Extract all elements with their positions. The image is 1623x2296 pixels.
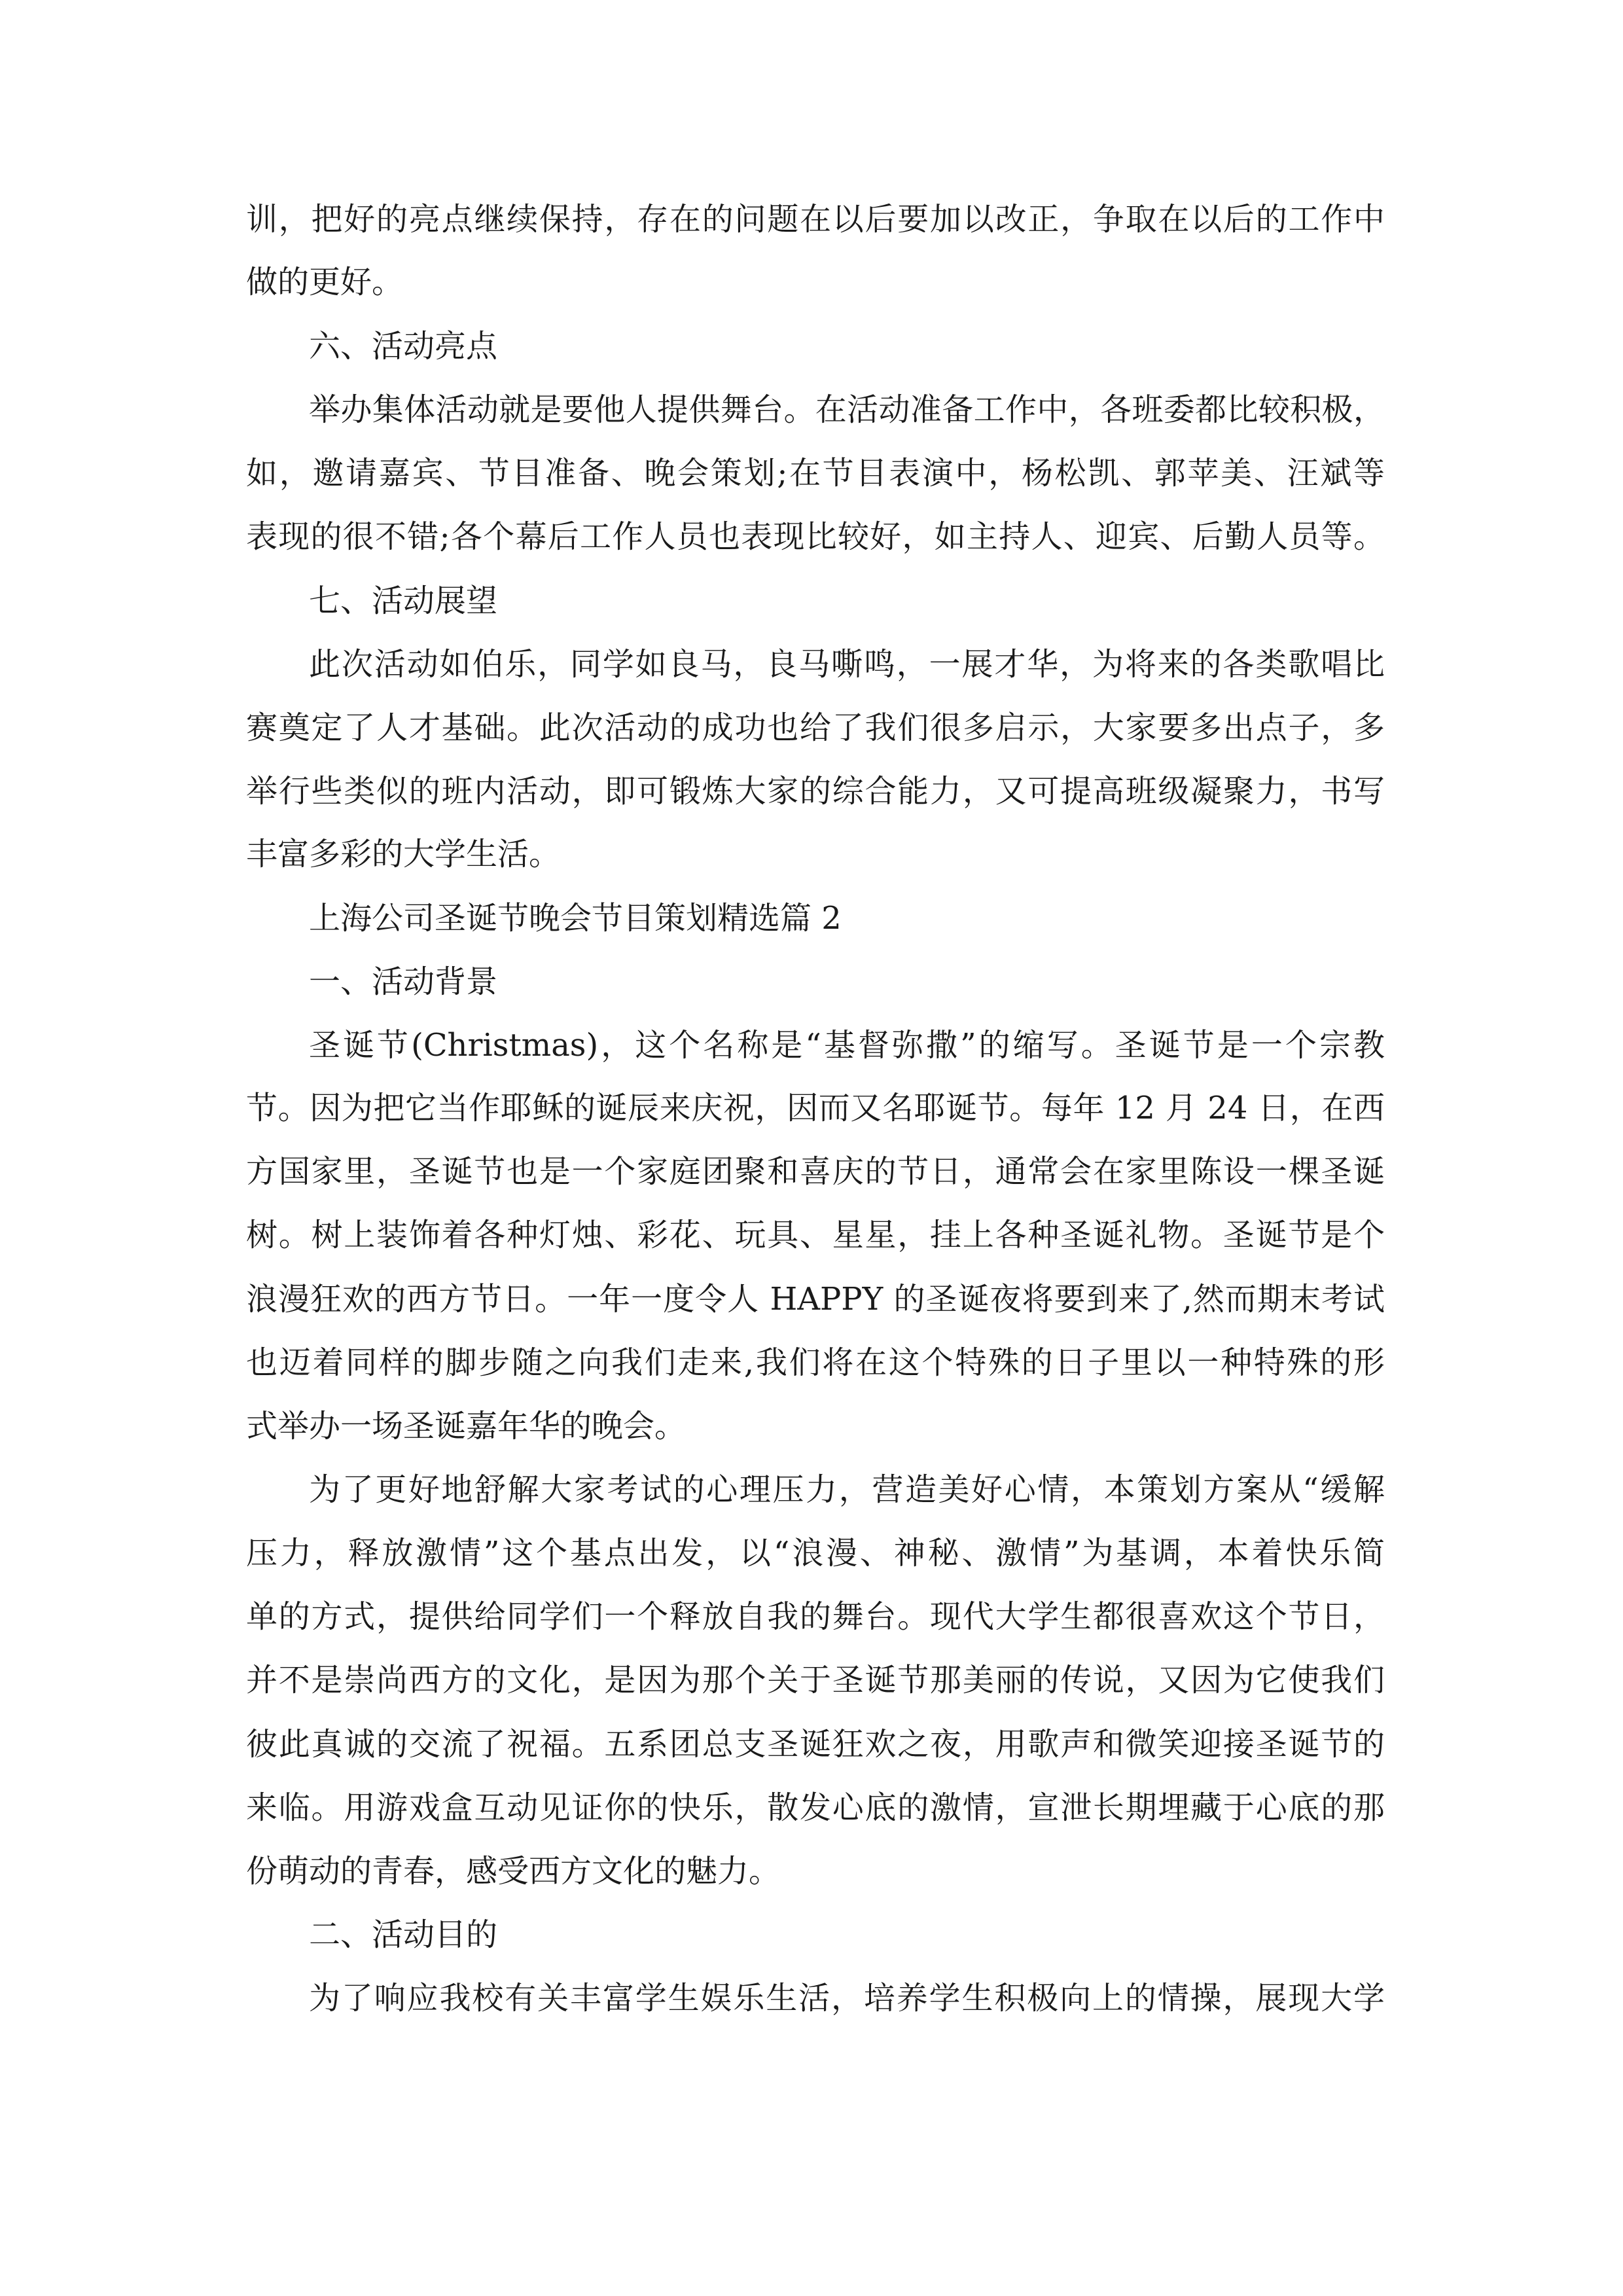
paragraph-line: 树。树上装饰着各种灯烛、彩花、玩具、星星，挂上各种圣诞礼物。圣诞节是个 bbox=[246, 1217, 1385, 1253]
paragraph-line: 式举办一场圣诞嘉年华的晚会。 bbox=[246, 1408, 687, 1444]
paragraph-line: 为了响应我校有关丰富学生娱乐生活，培养学生积极向上的情操，展现大学 bbox=[309, 1980, 1385, 2017]
paragraph-line: 来临。用游戏盒互动见证你的快乐，散发心底的激情，宣泄长期埋藏于心底的那 bbox=[246, 1789, 1385, 1826]
paragraph-line: 节。因为把它当作耶稣的诞辰来庆祝，因而又名耶诞节。每年 12 月 24 日，在西 bbox=[246, 1090, 1385, 1126]
paragraph-line: 份萌动的青春，感受西方文化的魅力。 bbox=[246, 1853, 781, 1890]
paragraph-line: 浪漫狂欢的西方节日。一年一度令人 HAPPY 的圣诞夜将要到来了,然而期末考试 bbox=[246, 1281, 1385, 1318]
paragraph-line: 彼此真诚的交流了祝福。五系团总支圣诞狂欢之夜，用歌声和微笑迎接圣诞节的 bbox=[246, 1726, 1385, 1763]
paragraph-line: 压力，释放激情”这个基点出发，以“浪漫、神秘、激情”为基调，本着快乐简 bbox=[246, 1535, 1385, 1571]
paragraph-line: 如，邀请嘉宾、节目准备、晚会策划;在节目表演中，杨松凯、郭苹美、汪斌等 bbox=[246, 455, 1385, 492]
paragraph-line: 圣诞节(Christmas)，这个名称是“基督弥撒”的缩写。圣诞节是一个宗教 bbox=[309, 1027, 1385, 1064]
paragraph-line: 赛奠定了人才基础。此次活动的成功也给了我们很多启示，大家要多出点子，多 bbox=[246, 709, 1385, 746]
paragraph-line: 也迈着同样的脚步随之向我们走来,我们将在这个特殊的日子里以一种特殊的形 bbox=[246, 1344, 1385, 1381]
paragraph-line: 为了更好地舒解大家考试的心理压力，营造美好心情，本策划方案从“缓解 bbox=[309, 1471, 1385, 1508]
paragraph-line: 举办集体活动就是要他人提供舞台。在活动准备工作中，各班委都比较积极， bbox=[309, 391, 1385, 428]
paragraph-line: 举行些类似的班内活动，即可锻炼大家的综合能力，又可提高班级凝聚力，书写 bbox=[246, 773, 1385, 810]
document-title: 上海公司圣诞节晚会节目策划精选篇 2 bbox=[309, 900, 842, 937]
paragraph-line: 训，把好的亮点继续保持，存在的问题在以后要加以改正，争取在以后的工作中 bbox=[246, 201, 1385, 238]
section-heading: 七、活动展望 bbox=[309, 583, 498, 619]
section-heading: 一、活动背景 bbox=[309, 963, 498, 1000]
paragraph-line: 方国家里，圣诞节也是一个家庭团聚和喜庆的节日，通常会在家里陈设一棵圣诞 bbox=[246, 1153, 1385, 1190]
section-heading: 二、活动目的 bbox=[309, 1916, 498, 1953]
paragraph-line: 此次活动如伯乐，同学如良马，良马嘶鸣，一展才华，为将来的各类歌唱比 bbox=[309, 646, 1385, 683]
paragraph-line: 表现的很不错;各个幕后工作人员也表现比较好，如主持人、迎宾、后勤人员等。 bbox=[246, 518, 1385, 555]
paragraph-line: 做的更好。 bbox=[246, 264, 404, 300]
paragraph-line: 单的方式，提供给同学们一个释放自我的舞台。现代大学生都很喜欢这个节日， bbox=[246, 1598, 1385, 1635]
section-heading: 六、活动亮点 bbox=[309, 328, 498, 365]
paragraph-line: 丰富多彩的大学生活。 bbox=[246, 836, 561, 872]
paragraph-line: 并不是崇尚西方的文化，是因为那个关于圣诞节那美丽的传说，又因为它使我们 bbox=[246, 1662, 1385, 1698]
